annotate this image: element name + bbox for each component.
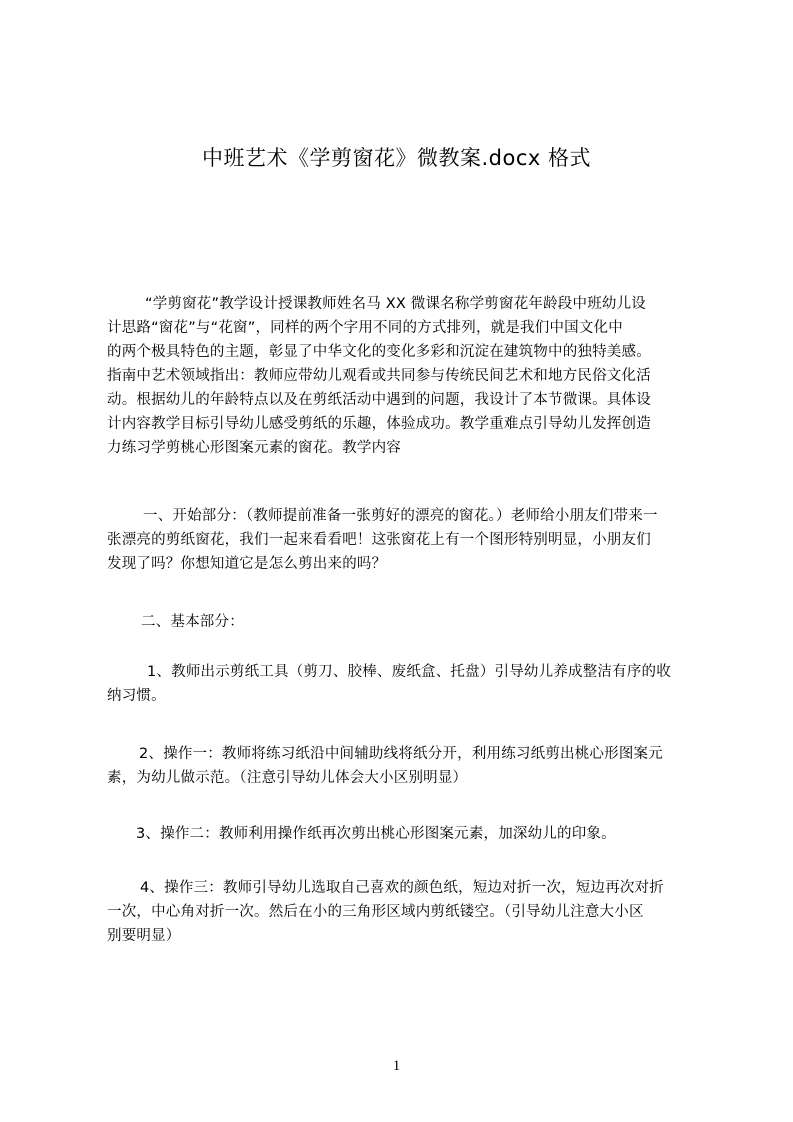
section-basic-heading	[141, 610, 244, 634]
step-4-line: 别要明显）	[107, 928, 181, 944]
section-start-line: 张漂亮的剪纸窗花，我们一起来看看吧！这张窗花上有一个图形特别明显，小朋友们	[107, 532, 651, 548]
intro-line: 力练习学剪桃心形图案元素的窗花。教学内容	[107, 440, 401, 456]
intro-line: 计思路“窗花”与“花窗”，同样的两个字用不同的方式排列，就是我们中国文化中	[107, 320, 623, 336]
intro-line: 动。根据幼儿的年龄特点以及在剪纸活动中遇到的问题，我设计了本节微课。具体设	[107, 392, 651, 408]
step-2-line: 素，为幼儿做示范。（注意引导幼儿体会大小区别明显）	[107, 770, 468, 786]
intro-line: 计内容教学目标引导幼儿感受剪纸的乐趣，体验成功。教学重难点引导幼儿发挥创造	[107, 416, 651, 432]
step-3-line: 3、操作二：教师利用操作纸再次剪出桃心形图案元素，加深幼儿的印象。	[136, 826, 616, 842]
step-3-paragraph	[107, 822, 616, 846]
intro-line: 指南中艺术领域指出：教师应带幼儿观看或共同参与传统民间艺术和地方民俗文化活	[107, 368, 651, 384]
step-1-line: 1、教师出示剪纸工具（剪刀、胶棒、废纸盒、托盘）引导幼儿养成整洁有序的收	[147, 664, 671, 680]
step-1-paragraph	[107, 660, 671, 708]
intro-line: “学剪窗花”教学设计授课教师姓名马 XX 微课名称学剪窗花年龄段中班幼儿设	[145, 296, 647, 312]
step-4-line: 一次，中心角对折一次。然后在小的三角形区域内剪纸镂空。（引导幼儿注意大小区	[107, 904, 644, 920]
section-start-line: 发现了吗？你想知道它是怎么剪出来的吗？	[107, 556, 387, 572]
step-2-paragraph	[107, 742, 663, 790]
intro-line: 的两个极具特色的主题，彰显了中华文化的变化多彩和沉淀在建筑物中的独特美感。	[107, 344, 651, 360]
document-title: 中班艺术《学剪窗花》微教案.docx 格式	[201, 146, 591, 170]
step-4-paragraph	[107, 876, 664, 948]
page-number: 1	[392, 1058, 401, 1074]
intro-paragraph	[107, 292, 651, 460]
step-4-line: 4、操作三：教师引导幼儿选取自己喜欢的颜色纸，短边对折一次，短边再次对折	[140, 880, 664, 896]
step-1-line: 纳习惯。	[107, 688, 166, 704]
step-2-line: 2、操作一：教师将练习纸沿中间辅助线将纸分开，利用练习纸剪出桃心形图案元	[139, 746, 663, 762]
section-basic-heading-text: 二、基本部分：	[141, 614, 244, 630]
section-start-line: 一、开始部分：（教师提前准备一张剪好的漂亮的窗花。）老师给小朋友们带来一	[143, 508, 658, 524]
section-start-paragraph	[107, 504, 658, 576]
